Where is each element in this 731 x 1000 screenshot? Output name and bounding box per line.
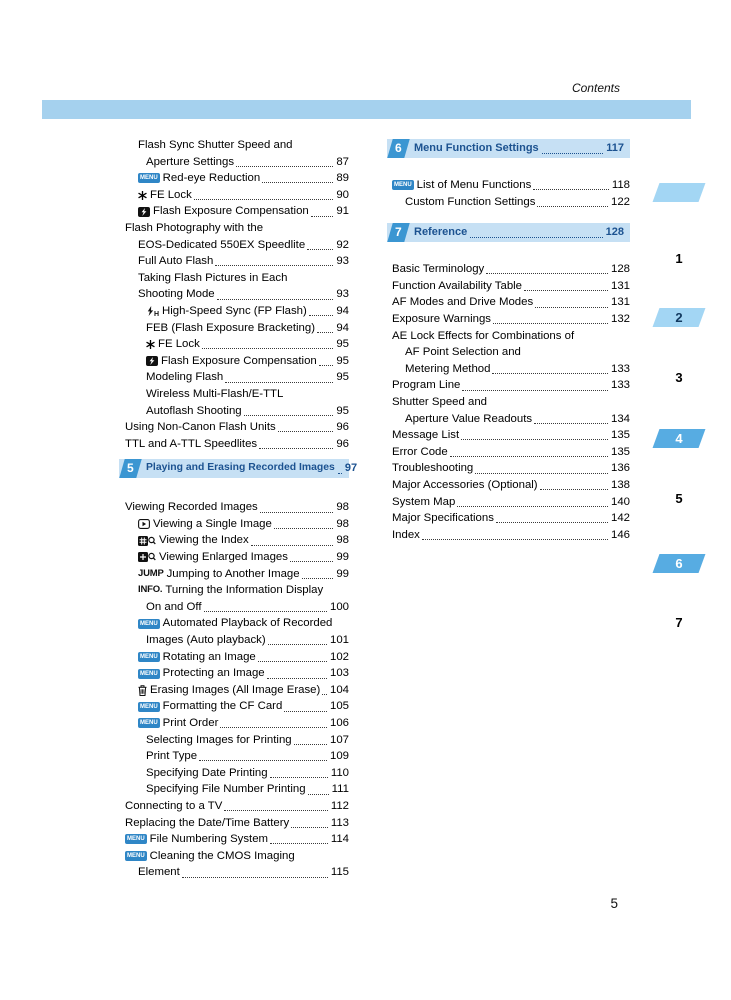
toc-entry-text: Exposure Warnings [392, 312, 491, 325]
toc-entry [125, 516, 349, 533]
toc-entry [125, 765, 349, 782]
toc-entry-text: Taking Flash Pictures in Each [138, 271, 288, 284]
toc-entry-text: Flash Photography with the [125, 221, 264, 234]
toc-entry [392, 444, 630, 461]
chapter-page: 128 [605, 226, 624, 239]
toc-entry [125, 864, 349, 881]
toc-entry-page: 128 [610, 263, 630, 276]
toc-entry [125, 253, 349, 270]
chapter-title: Reference [414, 226, 468, 239]
toc-entry-text: Basic Terminology [392, 263, 485, 276]
menu-icon: MENU [140, 720, 158, 727]
toc-entry-page: 109 [329, 750, 349, 763]
menu-icon: MENU [140, 620, 158, 627]
toc-entry [125, 154, 349, 171]
toc-entry [125, 682, 349, 699]
toc-entry-text: Using Non-Canon Flash Units [125, 421, 276, 434]
toc-entry-page: 92 [336, 238, 349, 251]
dot-leader [524, 281, 608, 291]
toc-column-left [125, 137, 358, 881]
menu-icon: MENU [140, 653, 158, 660]
toc-entry-text: Shooting Mode [138, 288, 215, 301]
toc-entry-page: 98 [336, 534, 349, 547]
toc-entry-text: Red-eye Reduction [162, 172, 261, 185]
toc-entry-page: 96 [336, 421, 349, 434]
dot-leader [258, 652, 327, 662]
toc-entry-page: 89 [336, 172, 349, 185]
chapter-title: Menu Function Settings [414, 142, 539, 155]
toc-entry-text: Connecting to a TV [125, 799, 223, 812]
toc-entry [392, 394, 630, 411]
toc-entry [125, 848, 349, 865]
toc-entry-text: Specifying File Number Printing [146, 783, 306, 796]
toc-entry-text: System Map [392, 495, 456, 508]
chapter-tab-3 [656, 368, 702, 387]
toc-entry [125, 732, 349, 749]
toc-entry [125, 237, 349, 254]
dot-leader [274, 519, 333, 529]
toc-entry-text: AE Lock Effects for Combinations of [392, 329, 575, 342]
toc-entry-page: 99 [336, 567, 349, 580]
toc-entry [125, 615, 349, 632]
toc-entry [392, 361, 630, 378]
dot-leader [302, 569, 334, 579]
toc-entry-text: AF Modes and Drive Modes [392, 296, 534, 309]
toc-entry-page: 113 [330, 816, 349, 829]
toc-entry-page: 146 [610, 528, 630, 541]
svg-text:H: H [154, 310, 159, 317]
dot-leader [311, 207, 334, 217]
toc-entry-text: FE Lock [158, 338, 200, 351]
dot-leader [278, 422, 334, 432]
toc-entry [125, 403, 349, 420]
dot-leader [470, 228, 602, 238]
toc-entry-page: 93 [336, 255, 349, 268]
toc-entry-text: Erasing Images (All Image Erase) [150, 683, 321, 696]
menu-icon: MENU [140, 703, 158, 710]
toc-entry-page: 134 [610, 412, 630, 425]
dot-leader [291, 818, 328, 828]
toc-entry-page: 110 [330, 766, 349, 779]
toc-entry [125, 336, 349, 353]
toc-entry [125, 419, 349, 436]
flash-comp-icon [138, 207, 150, 217]
flash-comp-icon [146, 356, 158, 366]
dot-leader [284, 702, 327, 712]
chapter-header [387, 223, 630, 242]
dot-leader [457, 497, 608, 507]
toc-entry-text: FEB (Flash Exposure Bracketing) [146, 321, 316, 334]
dot-leader [462, 381, 608, 391]
toc-entry-page: 95 [336, 354, 349, 367]
dot-leader [194, 190, 334, 200]
toc-entry-text: EOS-Dedicated 550EX Speedlite [138, 238, 306, 251]
toc-entry-page: 118 [611, 179, 630, 191]
menu-icon: MENU [140, 175, 158, 182]
toc-entry [392, 261, 630, 278]
flash-h-icon [146, 306, 159, 317]
toc-entry [125, 798, 349, 815]
chapter-tab-6 [656, 554, 702, 573]
toc-entry-page: 112 [330, 799, 349, 812]
toc-entry [392, 328, 630, 345]
toc-entry-text: Major Accessories (Optional) [392, 478, 538, 491]
dot-leader [225, 373, 333, 383]
toc-entry-page: 132 [610, 312, 630, 325]
toc-entry [392, 344, 630, 361]
toc-entry-page: 105 [329, 700, 349, 713]
toc-entry-page: 99 [336, 551, 349, 564]
toc-entry [125, 303, 349, 320]
toc-entry-text: Major Specifications [392, 512, 494, 525]
toc-entry-page: 122 [610, 195, 630, 208]
toc-entry-page: 90 [336, 188, 349, 201]
top-blue-bar [42, 100, 691, 119]
toc-entry [392, 427, 630, 444]
toc-entry-page: 94 [336, 321, 349, 334]
toc-entry-page: 111 [331, 783, 349, 796]
toc-entry [392, 194, 630, 211]
toc-entry-page: 135 [610, 429, 630, 442]
dot-leader [475, 464, 608, 474]
dot-leader [319, 356, 334, 366]
toc-entry [125, 499, 349, 516]
toc-entry-text: Element [138, 866, 180, 879]
chapter-tab-4 [656, 429, 702, 448]
chapter-tab-5 [656, 489, 702, 508]
toc-entry [125, 698, 349, 715]
toc-entry-page: 93 [336, 288, 349, 301]
dot-leader [493, 314, 608, 324]
toc-entry-text: Cleaning the CMOS Imaging [149, 849, 295, 862]
toc-entry [125, 203, 349, 220]
toc-entry-page: 103 [329, 667, 349, 680]
dot-leader [260, 503, 334, 513]
dot-leader [262, 173, 333, 183]
toc-entry-text: Turning the Information Display [165, 584, 324, 597]
chapter-tab-blank [656, 183, 702, 202]
dot-leader [461, 430, 608, 440]
toc-entry-page: 115 [330, 866, 349, 879]
chapter-tab-number: 1 [675, 251, 683, 266]
toc-entry [125, 286, 349, 303]
dot-leader [202, 339, 334, 349]
toc-entry-text: High-Speed Sync (FP Flash) [162, 304, 307, 317]
toc-entry-text: Formatting the CF Card [162, 700, 283, 713]
dot-leader [535, 298, 608, 308]
toc-entry-page: 95 [336, 371, 349, 384]
toc-entry-text: Replacing the Date/Time Battery [125, 816, 290, 829]
dot-leader [199, 751, 327, 761]
toc-entry-page: 135 [610, 445, 630, 458]
toc-entry [125, 353, 349, 370]
toc-entry-text: Error Code [392, 445, 448, 458]
toc-entry [392, 527, 630, 544]
zoom-icon [138, 552, 156, 562]
toc-entry-text: Automated Playback of Recorded [162, 617, 333, 630]
dot-leader [215, 256, 333, 266]
dot-leader [182, 868, 328, 878]
toc-entry-page: 106 [329, 717, 349, 729]
toc-entry [125, 831, 349, 848]
dot-leader [540, 480, 608, 490]
dot-leader [220, 718, 327, 728]
toc-entry [125, 549, 349, 566]
dot-leader [307, 240, 333, 250]
toc-entry [125, 566, 349, 583]
toc-entry-page: 142 [610, 512, 630, 525]
chapter-tab-2 [656, 308, 702, 327]
toc-entry-page: 95 [336, 338, 349, 351]
chapter-number-badge: 7 [387, 223, 409, 242]
toc-entry-text: On and Off [146, 600, 202, 613]
toc-entry-text: Rotating an Image [162, 650, 256, 663]
toc-entry-text: Troubleshooting [392, 462, 474, 475]
toc-entry-text: Flash Sync Shutter Speed and [138, 139, 293, 151]
dot-leader [204, 602, 327, 612]
chapter-tab-number: 5 [675, 491, 683, 506]
toc-entry-page: 104 [329, 683, 349, 696]
dot-leader [270, 768, 328, 778]
toc-entry [125, 137, 349, 154]
toc-entry-text: Viewing Recorded Images [125, 501, 258, 514]
toc-entry-page: 102 [329, 650, 349, 663]
dot-leader [537, 197, 608, 207]
dot-leader [492, 364, 608, 374]
toc-entry [392, 177, 630, 194]
toc-entry [392, 311, 630, 328]
toc-entry-page: 114 [330, 833, 349, 846]
dot-leader [338, 464, 342, 474]
toc-entry [392, 494, 630, 511]
chapter-tab-number: 4 [675, 431, 683, 446]
toc-entry [392, 411, 630, 428]
toc-entry-text: Specifying Date Printing [146, 766, 268, 779]
toc-entry-text: Viewing Enlarged Images [159, 551, 288, 564]
toc-entry-page: 133 [610, 362, 630, 375]
toc-entry-text: Print Type [146, 750, 198, 763]
page-number: 5 [610, 896, 618, 911]
toc-entry [125, 532, 349, 549]
toc-entry-text: Full Auto Flash [138, 255, 214, 268]
toc-entry-text: Shutter Speed and [392, 395, 487, 408]
toc-entry-text: Protecting an Image [162, 667, 265, 680]
toc-entry [392, 294, 630, 311]
fe-lock-icon [146, 340, 155, 349]
toc-entry-page: 91 [336, 205, 349, 218]
info-icon: INFO. [138, 584, 163, 596]
toc-entry-page: 98 [336, 501, 349, 514]
toc-entry [125, 599, 349, 616]
toc-entry-page: 107 [329, 733, 349, 746]
dot-leader [268, 635, 327, 645]
toc-entry-page: 87 [336, 155, 349, 168]
dot-leader [224, 801, 328, 811]
toc-entry-text: Index [392, 528, 420, 541]
toc-entry-text: Images (Auto playback) [146, 634, 266, 647]
toc-entry [392, 477, 630, 494]
dot-leader [422, 530, 608, 540]
chapter-tab-number: 7 [675, 615, 683, 630]
toc-entry-text: Aperture Value Readouts [405, 412, 533, 425]
toc-entry-text: Flash Exposure Compensation [161, 354, 317, 367]
toc-entry-text: Print Order [162, 717, 219, 729]
menu-icon: MENU [127, 853, 145, 860]
chapter-tab-number: 2 [675, 310, 683, 325]
toc-entry-text: File Numbering System [149, 833, 269, 846]
toc-entry-text: Selecting Images for Printing [146, 733, 292, 746]
chapter-header [387, 139, 630, 158]
dot-leader [294, 735, 327, 745]
chapter-page: 97 [344, 462, 358, 475]
play-icon [138, 519, 150, 529]
toc-entry [125, 187, 349, 204]
toc-entry-text: Wireless Multi-Flash/E-TTL [146, 387, 284, 400]
chapter-header [119, 459, 358, 478]
toc-entry [125, 270, 349, 287]
toc-entry-page: 98 [336, 517, 349, 530]
chapter-page: 117 [606, 142, 624, 155]
toc-entry-text: Viewing a Single Image [153, 517, 272, 530]
toc-entry-page: 136 [610, 462, 630, 475]
menu-icon: MENU [140, 670, 158, 677]
dot-leader [270, 834, 328, 844]
toc-entry-page: 94 [336, 304, 349, 317]
dot-leader [244, 406, 334, 416]
toc-column-right [392, 139, 630, 543]
toc-entry [125, 781, 349, 798]
toc-entry [392, 460, 630, 477]
dot-leader [290, 552, 333, 562]
dot-leader [486, 264, 608, 274]
contents-header-label: Contents [571, 81, 620, 95]
toc-entry [125, 748, 349, 765]
toc-entry [392, 278, 630, 295]
chapter-number-badge: 6 [387, 139, 409, 158]
dot-leader [450, 447, 608, 457]
dot-leader [309, 306, 334, 316]
toc-entry-text: Program Line [392, 379, 461, 392]
dot-leader [534, 414, 608, 424]
index-icon [138, 536, 156, 546]
toc-entry [125, 665, 349, 682]
chapter-tab-1 [656, 249, 702, 268]
toc-entry [125, 320, 349, 337]
toc-entry [125, 386, 349, 403]
chapter-tab-number: 6 [675, 556, 683, 571]
toc-entry [125, 632, 349, 649]
dot-leader [542, 144, 604, 154]
toc-entry [125, 582, 349, 599]
toc-entry-text: Jumping to Another Image [166, 567, 300, 580]
toc-entry [125, 649, 349, 666]
dot-leader [317, 323, 333, 333]
chapter-tab-shape [653, 183, 706, 202]
toc-entry-text: Flash Exposure Compensation [153, 205, 309, 218]
toc-entry-page: 133 [610, 379, 630, 392]
jump-icon: JUMP [138, 567, 164, 579]
chapter-tab-number: 3 [675, 370, 683, 385]
menu-icon: MENU [394, 182, 412, 189]
menu-icon: MENU [127, 836, 145, 843]
fe-lock-icon [138, 191, 147, 200]
toc-entry-page: 140 [610, 495, 630, 508]
toc-entry-page: 138 [610, 478, 630, 491]
toc-entry-text: TTL and A-TTL Speedlites [125, 437, 258, 450]
toc-entry-page: 101 [329, 634, 349, 647]
dot-leader [236, 157, 333, 167]
toc-entry-text: Aperture Settings [146, 155, 235, 168]
chapter-title: Playing and Erasing Recorded Images [146, 462, 335, 474]
toc-entry-text: AF Point Selection and [405, 346, 521, 359]
toc-entry-page: 96 [336, 437, 349, 450]
toc-entry-page: 131 [610, 279, 630, 292]
chapter-tab-7 [656, 613, 702, 632]
chapter-number-badge: 5 [119, 459, 141, 478]
toc-entry [392, 377, 630, 394]
toc-entry-page: 95 [336, 404, 349, 417]
toc-entry-text: Viewing the Index [159, 534, 249, 547]
toc-entry-text: List of Menu Functions [416, 179, 532, 191]
toc-entry-page: 100 [329, 600, 349, 613]
toc-entry [125, 436, 349, 453]
toc-entry-text: Autoflash Shooting [146, 404, 242, 417]
trash-icon [138, 685, 147, 696]
toc-entry [125, 815, 349, 832]
toc-entry-text: Message List [392, 429, 460, 442]
toc-entry-text: Function Availability Table [392, 279, 523, 292]
toc-entry-page: 131 [610, 296, 630, 309]
toc-entry-text: FE Lock [150, 188, 192, 201]
dot-leader [267, 669, 327, 679]
dot-leader [533, 180, 609, 190]
toc-entry [125, 369, 349, 386]
toc-entry-text: Custom Function Settings [405, 195, 536, 208]
toc-entry [392, 510, 630, 527]
dot-leader [496, 513, 608, 523]
dot-leader [259, 439, 333, 449]
toc-entry [125, 170, 349, 187]
toc-entry-text: Modeling Flash [146, 371, 224, 384]
toc-entry-text: Metering Method [405, 362, 491, 375]
toc-entry [125, 715, 349, 732]
dot-leader [217, 290, 334, 300]
dot-leader [322, 685, 327, 695]
dot-leader [308, 785, 329, 795]
toc-entry [125, 220, 349, 237]
dot-leader [251, 536, 334, 546]
